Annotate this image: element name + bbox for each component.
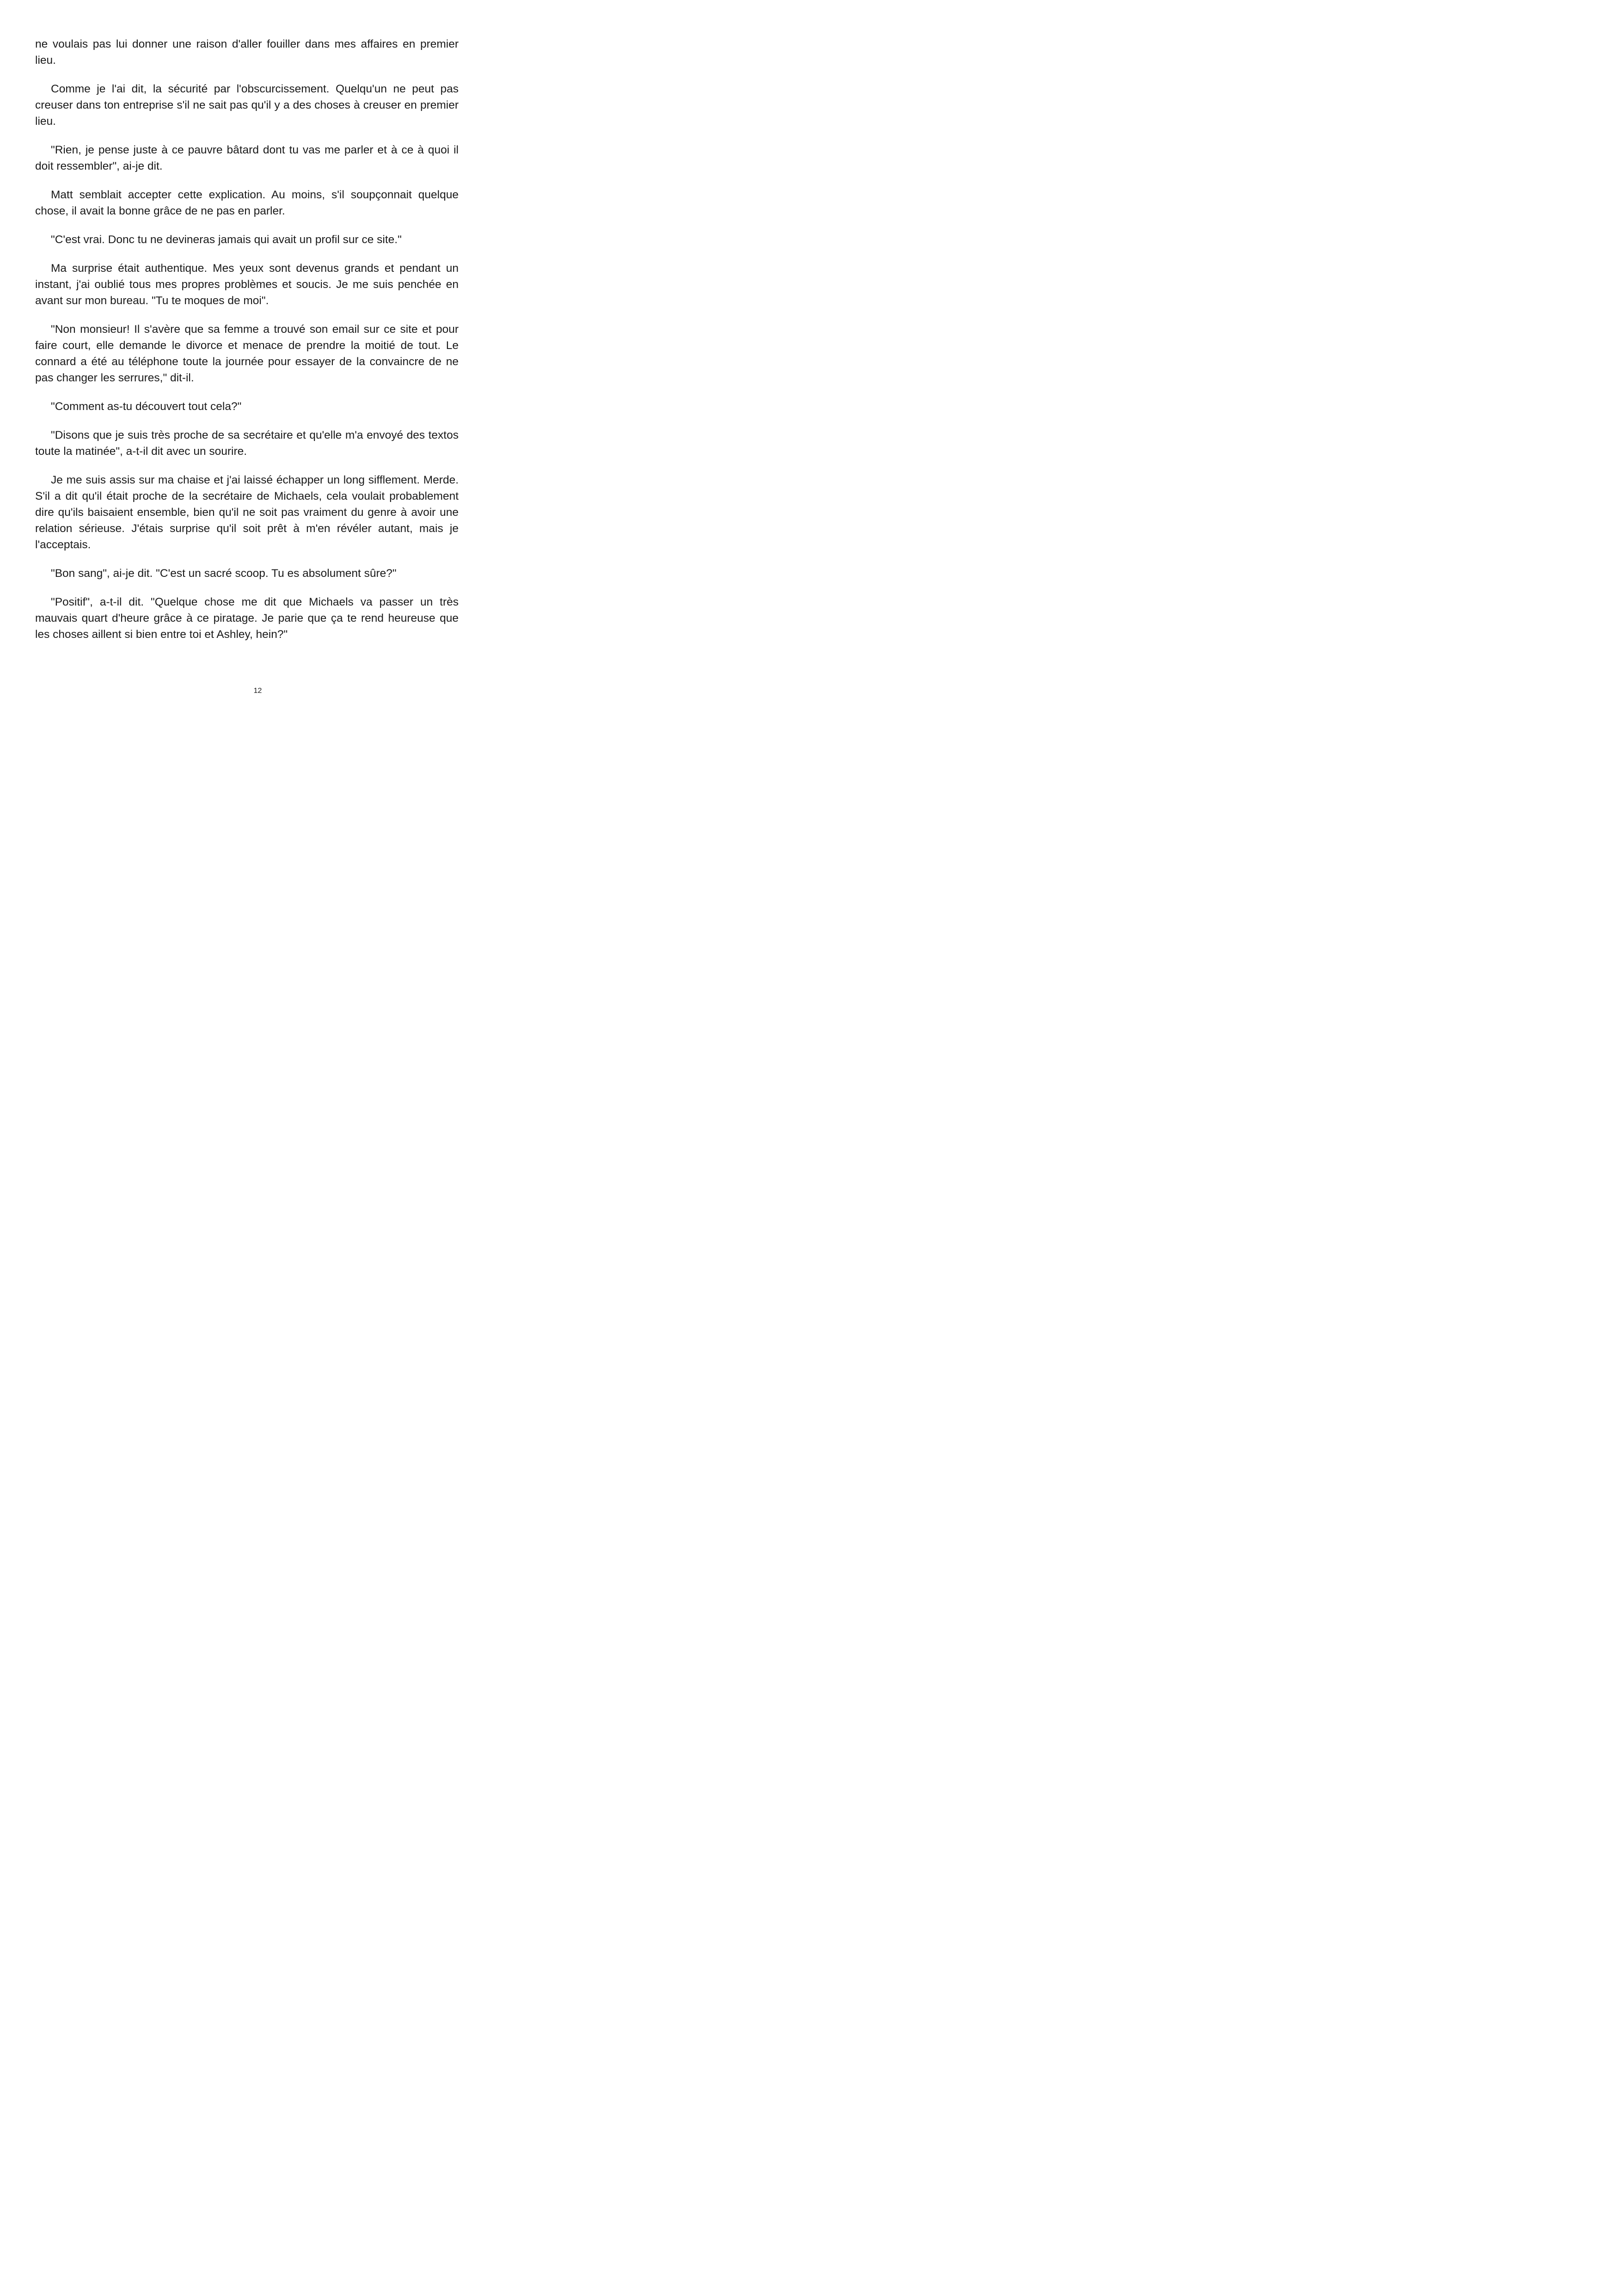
paragraph: Ma surprise était authentique. Mes yeux sont devenus grands et pendant un instant, j'ai oublié tous mes propres problèmes et soucis. Je me suis penchée en avant sur mon bureau. "Tu te moques de moi". [35, 262, 459, 307]
document-page [0, 0, 515, 731]
paragraph: "Rien, je pense juste à ce pauvre bâtard dont tu vas me parler et à ce à quoi il doit ressembler", ai-je dit. [35, 144, 459, 172]
paragraph-continuation: ne voulais pas lui donner une raison d'aller fouiller dans mes affaires en premier lieu. [35, 38, 459, 67]
body-text [35, 36, 459, 655]
paragraph: "Comment as-tu découvert tout cela?" [51, 400, 242, 413]
paragraph: "C'est vrai. Donc tu ne devineras jamais qui avait un profil sur ce site." [51, 233, 402, 246]
paragraph: "Non monsieur! Il s'avère que sa femme a trouvé son email sur ce site et pour faire court, elle demande le divorce et menace de prendre la moitié de tout. Le connard a été au téléphone toute la journée pour essayer de la convaincre de ne pas changer les serrures," dit-il. [35, 323, 459, 384]
paragraph: Matt semblait accepter cette explication. Au moins, s'il soupçonnait quelque chose, il avait la bonne grâce de ne pas en parler. [35, 189, 459, 217]
paragraph: Comme je l'ai dit, la sécurité par l'obscurcissement. Quelqu'un ne peut pas creuser dans ton entreprise s'il ne sait pas qu'il y a des choses à creuser en premier lieu. [35, 83, 459, 128]
paragraph: "Bon sang", ai-je dit. "C'est un sacré scoop. Tu es absolument sûre?" [51, 567, 397, 580]
page-number: 12 [253, 687, 262, 695]
paragraph: "Positif", a-t-il dit. "Quelque chose me dit que Michaels va passer un très mauvais quart d'heure grâce à ce piratage. Je parie que ça te rend heureuse que les choses aillent si bien entre toi et Ashley, hein?" [35, 596, 459, 641]
paragraph: "Disons que je suis très proche de sa secrétaire et qu'elle m'a envoyé des textos toute la matinée", a-t-il dit avec un sourire. [35, 429, 459, 458]
paragraph: Je me suis assis sur ma chaise et j'ai laissé échapper un long sifflement. Merde. S'il a dit qu'il était proche de la secrétaire de Michaels, cela voulait probablement dire qu'ils baisaient ensemble, bien qu'il ne soit pas vraiment du genre à avoir une relation sérieuse. J'étais surprise qu'il soit prêt à m'en révéler autant, mais je l'acceptais. [35, 474, 459, 551]
